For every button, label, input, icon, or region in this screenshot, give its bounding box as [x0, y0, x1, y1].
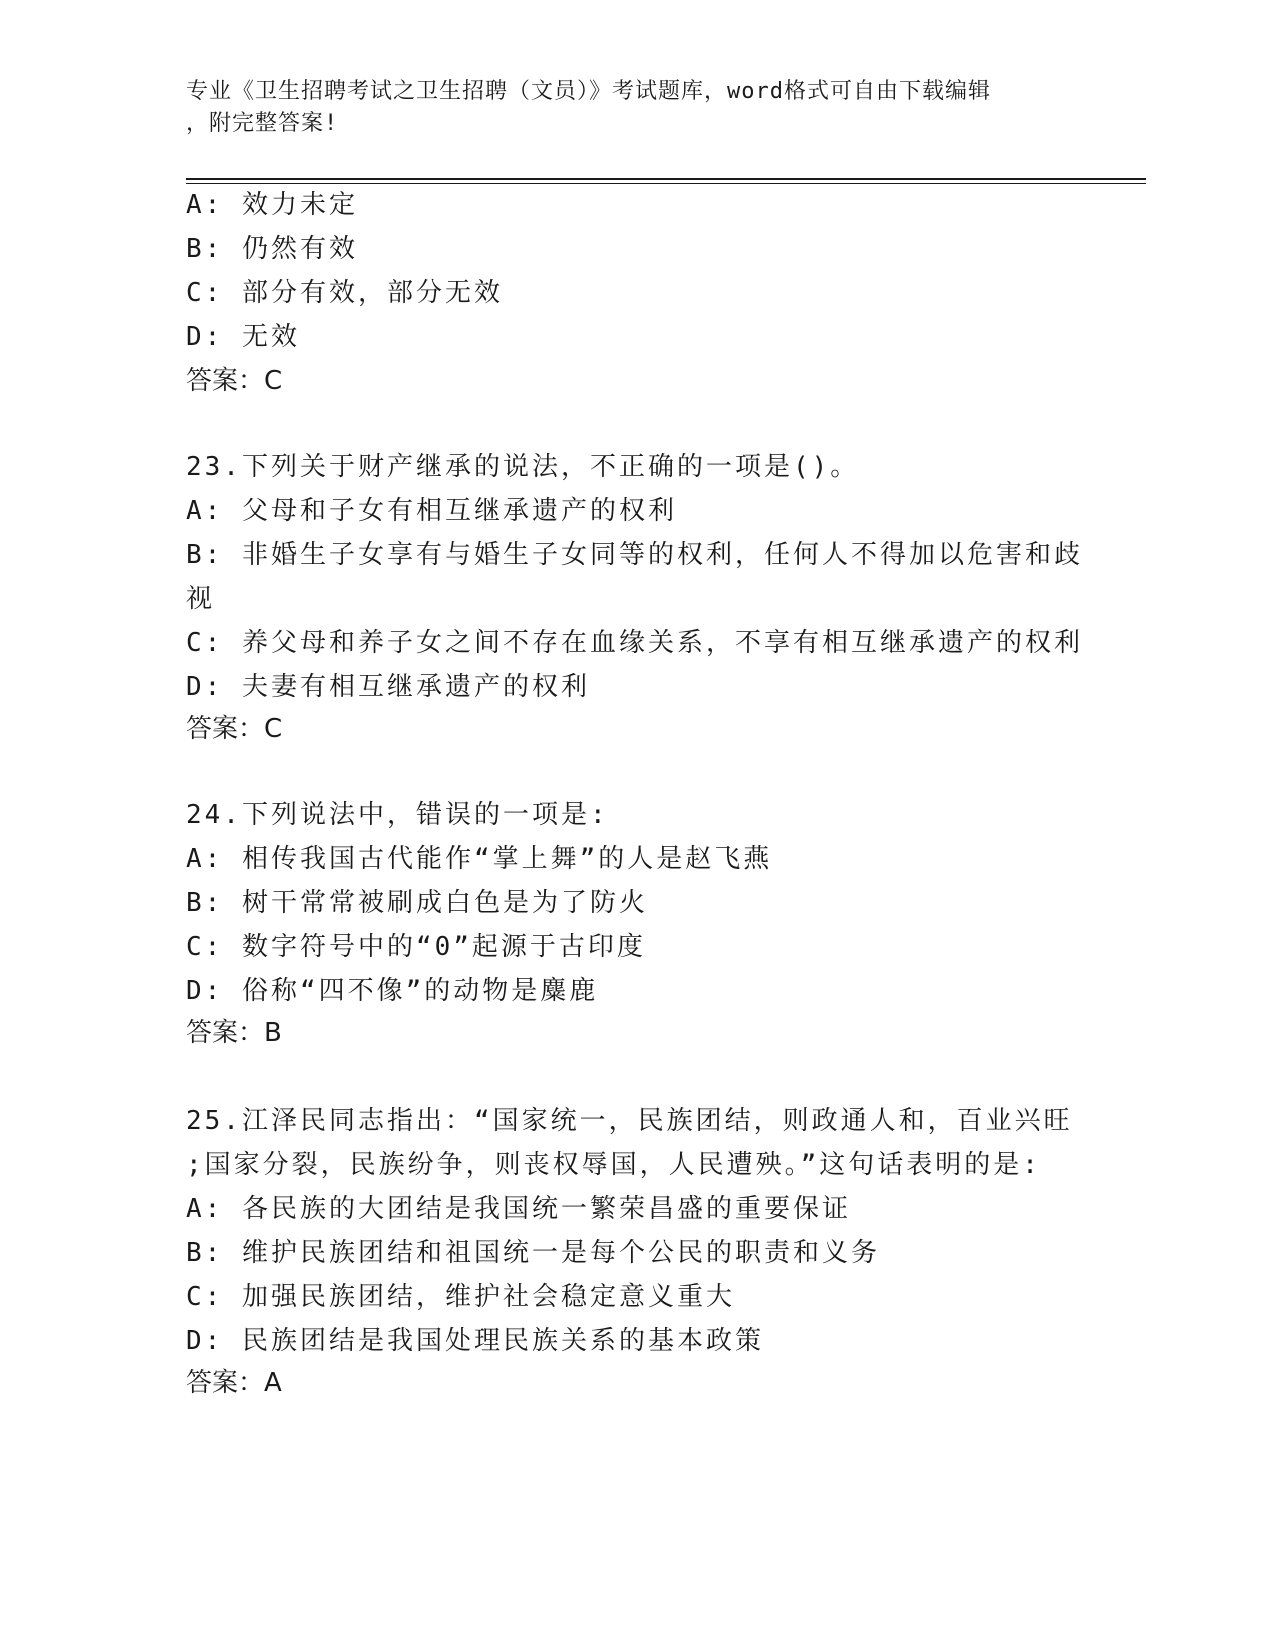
- prev-answer: 答案：C: [186, 366, 283, 396]
- q24-option-b: B: 树干常常被刷成白色是为了防火: [186, 888, 648, 918]
- header-title-line-1: 专业《卫生招聘考试之卫生招聘（文员）》考试题库，word格式可自由下载编辑: [186, 79, 991, 104]
- header-divider-thick: [186, 178, 1146, 180]
- header-title-line-2: ，附完整答案!: [186, 111, 339, 136]
- prev-option-d: D: 无效: [186, 322, 300, 352]
- prev-option-b: B: 仍然有效: [186, 234, 358, 264]
- q24-option-c: C: 数字符号中的“0”起源于古印度: [186, 932, 646, 962]
- q25-stem-line-1: 25.江泽民同志指出：“国家统一，民族团结，则政通人和，百业兴旺: [186, 1106, 1073, 1136]
- q24-answer: 答案：B: [186, 1018, 282, 1048]
- q24-option-d: D: 俗称“四不像”的动物是麋鹿: [186, 976, 599, 1006]
- q24-stem: 24.下列说法中，错误的一项是:: [186, 800, 609, 830]
- q25-stem-line-2: ;国家分裂，民族纷争，则丧权辱国，人民遭殃。”这句话表明的是:: [186, 1150, 1041, 1180]
- q25-option-a: A: 各民族的大团结是我国统一繁荣昌盛的重要保证: [186, 1194, 851, 1224]
- q25-option-c: C: 加强民族团结，维护社会稳定意义重大: [186, 1282, 735, 1312]
- q24-option-a: A: 相传我国古代能作“掌上舞”的人是赵飞燕: [186, 844, 773, 874]
- q23-option-b: B: 非婚生子女享有与婚生子女同等的权利，任何人不得加以危害和歧: [186, 540, 1083, 570]
- header-divider-thin: [186, 183, 1146, 184]
- q23-option-c: C: 养父母和养子女之间不存在血缘关系，不享有相互继承遗产的权利: [186, 628, 1083, 658]
- q25-option-d: D: 民族团结是我国处理民族关系的基本政策: [186, 1326, 764, 1356]
- q25-answer: 答案：A: [186, 1368, 282, 1398]
- prev-option-c: C: 部分有效，部分无效: [186, 278, 503, 308]
- q23-option-d: D: 夫妻有相互继承遗产的权利: [186, 672, 590, 702]
- q23-option-b-cont: 视: [186, 584, 216, 614]
- q23-answer: 答案：C: [186, 714, 283, 744]
- q25-option-b: B: 维护民族团结和祖国统一是每个公民的职责和义务: [186, 1238, 880, 1268]
- prev-option-a: A: 效力未定: [186, 190, 358, 220]
- q23-option-a: A: 父母和子女有相互继承遗产的权利: [186, 496, 677, 526]
- q23-stem: 23.下列关于财产继承的说法，不正确的一项是()。: [186, 452, 860, 482]
